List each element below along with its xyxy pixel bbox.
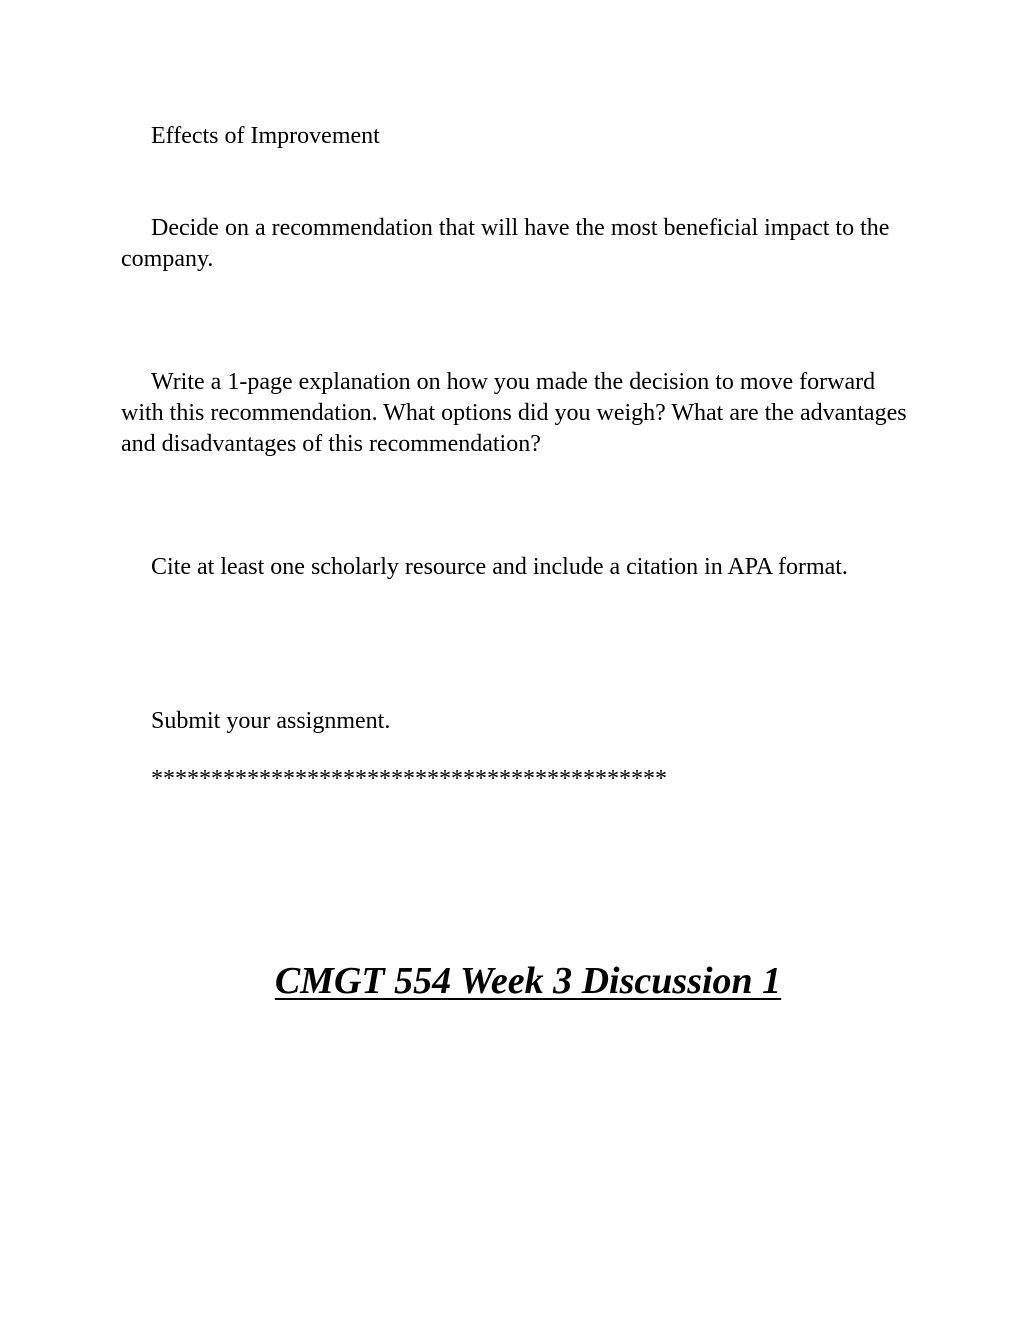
paragraph-decide-recommendation: Decide on a recommendation that will have the most beneficial impact to the company.: [121, 215, 890, 272]
separator-stars: *******************************************: [151, 766, 667, 792]
paragraph-write-explanation: Write a 1-page explanation on how you made the decision to move forward with this recommendation. What options did you weigh? What are the advantages and disadvantages of this recommendation?: [121, 369, 907, 457]
page-heading: CMGT 554 Week 3 Discussion 1: [274, 960, 782, 1002]
paragraph-effects-of-improvement: Effects of Improvement: [151, 123, 380, 149]
paragraph-cite-resource: Cite at least one scholarly resource and include a citation in APA format.: [151, 554, 848, 580]
paragraph-submit-assignment: Submit your assignment.: [151, 708, 391, 734]
